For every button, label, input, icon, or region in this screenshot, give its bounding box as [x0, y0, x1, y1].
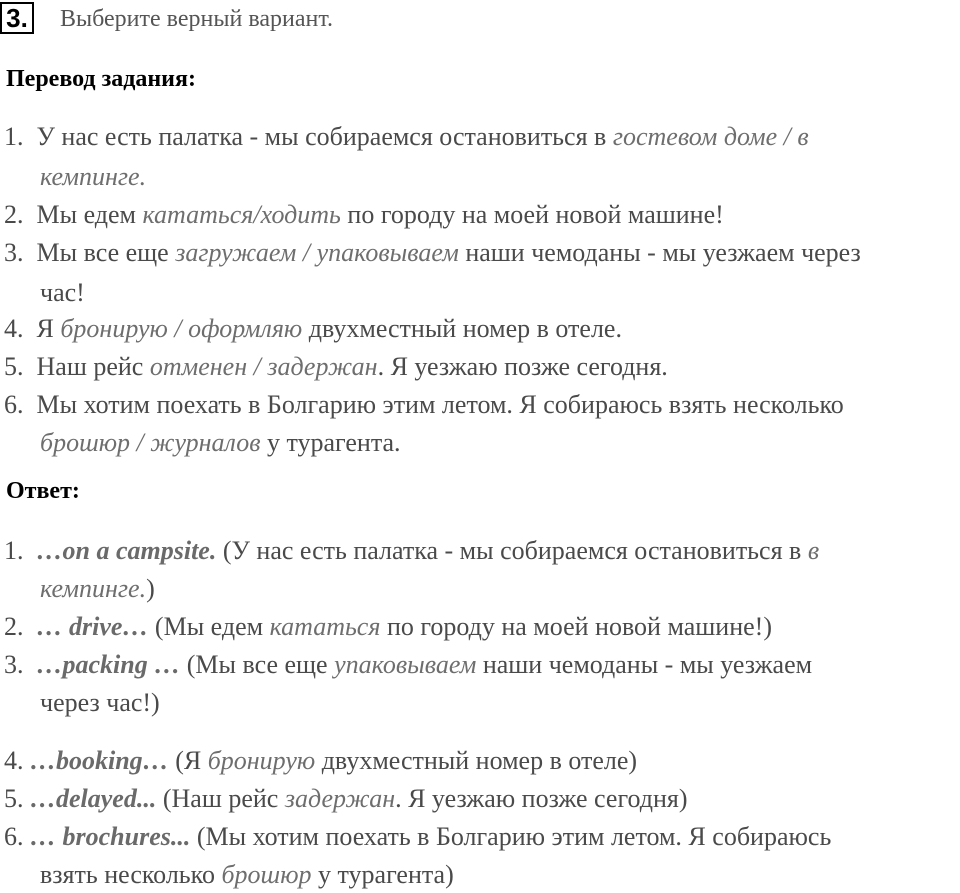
translation-item: 3. Мы все еще загружаем / упаковываем наши чемоданы - мы уезжаем через [4, 238, 861, 267]
exercise-number: 3. [0, 2, 34, 34]
answer-item: 6. … brochures... (Мы хотим поехать в Болгарию этим летом. Я собираюсь [4, 822, 832, 851]
translation-item: 2. Мы едем кататься/ходить по городу на моей новой машине! [4, 200, 724, 229]
answer-item: 5. …delayed... (Наш рейс задержан. Я уезжаю позже сегодня) [4, 784, 688, 813]
translation-heading: Перевод задания: [6, 66, 196, 92]
answer-item-cont: через час!) [40, 688, 160, 717]
answer-item: 1. …on a campsite. (У нас есть палатка - мы собираемся остановиться в в [4, 536, 820, 565]
answer-item: 3. …packing … (Мы все еще упаковываем наши чемоданы - мы уезжаем [4, 650, 813, 679]
answer-heading: Ответ: [6, 478, 80, 504]
answer-item: 4. …booking… (Я бронирую двухместный номер в отеле) [4, 746, 638, 775]
answer-item-cont: взять несколько брошюр у турагента) [40, 860, 454, 889]
answer-item-cont: кемпинге.) [40, 574, 155, 603]
task-text: Выберите верный вариант. [60, 6, 334, 32]
translation-item: 6. Мы хотим поехать в Болгарию этим летом. Я собираюсь взять несколько [4, 390, 844, 419]
translation-item-cont: час! [40, 278, 85, 307]
translation-item: 5. Наш рейс отменен / задержан. Я уезжаю позже сегодня. [4, 352, 668, 381]
translation-item-cont: кемпинге. [40, 162, 147, 191]
translation-item-cont: брошюр / журналов у турагента. [40, 428, 401, 457]
translation-item: 1. У нас есть палатка - мы собираемся остановиться в гостевом доме / в [4, 122, 809, 151]
translation-item: 4. Я бронирую / оформляю двухместный номер в отеле. [4, 314, 622, 343]
answer-item: 2. … drive… (Мы едем кататься по городу на моей новой машине!) [4, 612, 772, 641]
